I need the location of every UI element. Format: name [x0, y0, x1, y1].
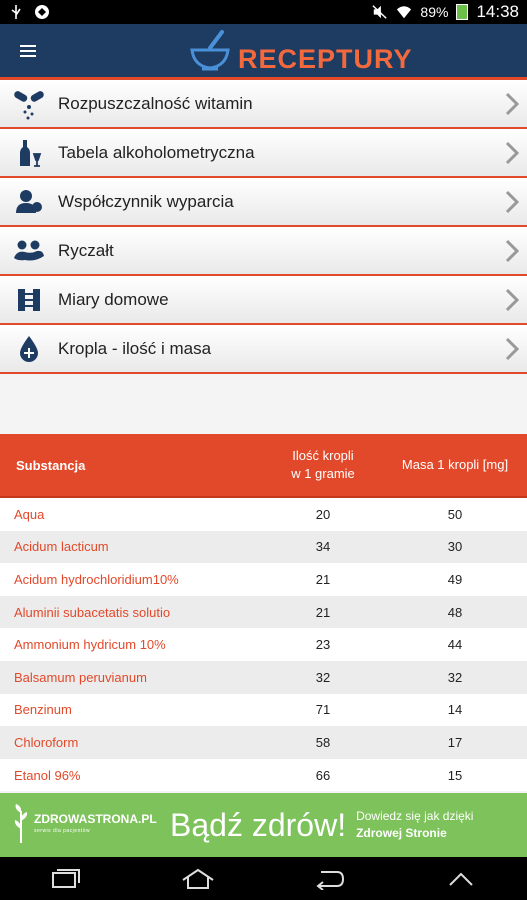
ad-logo: [0, 803, 160, 848]
cell-drops: 32: [315, 669, 331, 685]
cell-substance: Etanol 96%: [14, 767, 81, 783]
recent-apps-button[interactable]: [36, 857, 96, 900]
drop-icon: [0, 334, 58, 364]
app-logo: [188, 28, 413, 77]
table-row: [0, 596, 527, 629]
cell-mass: 14: [447, 702, 463, 718]
menu-item-lump-sum[interactable]: [0, 227, 527, 276]
chevron-right-icon: [505, 190, 519, 219]
column-header-drops: [263, 447, 383, 483]
cell-substance: Balsamum peruvianum: [14, 669, 147, 685]
mortar-icon: [188, 28, 232, 77]
cell-mass: 15: [447, 767, 463, 783]
table-row: [0, 628, 527, 661]
chevron-right-icon: [505, 239, 519, 268]
people-icon: [0, 236, 58, 266]
chevron-right-icon: [505, 92, 519, 121]
status-bar: [0, 0, 527, 24]
android-icon: [34, 5, 50, 19]
table-row: [0, 694, 527, 727]
menu-item-drop-quantity-mass[interactable]: [0, 325, 527, 374]
cell-drops: 21: [315, 571, 331, 587]
spacer: [0, 374, 527, 434]
cell-mass: 32: [447, 669, 463, 685]
menu-item-vitamin-solubility[interactable]: [0, 80, 527, 129]
cell-drops: 58: [315, 734, 331, 750]
column-header-drops-line2: w 1 gramie: [291, 466, 355, 481]
ad-side-text: [356, 808, 473, 842]
app-bar: [0, 24, 527, 80]
cell-mass: 44: [447, 637, 463, 653]
recent-apps-icon: [51, 868, 81, 890]
home-button[interactable]: [168, 857, 228, 900]
table-row: [0, 531, 527, 564]
chevron-right-icon: [505, 337, 519, 366]
menu-item-label: Współczynnik wyparcia: [58, 191, 234, 211]
back-button[interactable]: [299, 857, 359, 900]
app-title: RECEPTURY: [238, 44, 413, 74]
cell-substance: Ammonium hydricum 10%: [14, 637, 166, 653]
cell-drops: 23: [315, 637, 331, 653]
cell-substance: Aluminii subacetatis solutio: [14, 604, 171, 620]
cell-substance: Chloroform: [14, 734, 79, 750]
ad-headline: Bądź zdrów!: [170, 806, 347, 843]
cell-drops: 66: [315, 767, 331, 783]
menu-item-label: Ryczałt: [58, 240, 114, 260]
cell-drops: 21: [315, 604, 331, 620]
bottle-icon: [0, 138, 58, 168]
cell-substance: Benzinum: [14, 702, 72, 718]
pills-icon: [0, 87, 58, 121]
ad-brand-sub: serwis dla pacjentów: [34, 828, 91, 834]
table-header: [0, 434, 527, 498]
cell-drops: 71: [315, 702, 331, 718]
cell-mass: 50: [447, 506, 463, 522]
clock: 14:38: [476, 2, 519, 21]
usb-icon: [8, 5, 24, 19]
cell-mass: 48: [447, 604, 463, 620]
person-icon: [0, 187, 58, 217]
menu-item-alcohol-table[interactable]: [0, 129, 527, 178]
menu-button[interactable]: [0, 23, 56, 79]
cell-drops: 34: [315, 539, 331, 555]
ad-side-line1: Dowiedz się jak dzięki: [356, 809, 474, 823]
column-header-drops-line1: Ilość kropli: [292, 448, 354, 463]
menu-item-label: Miary domowe: [58, 289, 169, 309]
ad-banner[interactable]: [0, 793, 527, 857]
battery-icon: [456, 4, 468, 20]
table-row: [0, 726, 527, 759]
ad-brand: [34, 813, 157, 837]
cell-mass: 17: [447, 734, 463, 750]
menu-item-household-measures[interactable]: [0, 276, 527, 325]
table-row: [0, 759, 527, 792]
menu-list: [0, 80, 527, 374]
back-icon: [313, 868, 345, 890]
mute-icon: [372, 5, 388, 19]
menu-item-label: Rozpuszczalność witamin: [58, 93, 253, 113]
wifi-icon: [396, 5, 412, 19]
cell-mass: 30: [447, 539, 463, 555]
table-body: [0, 498, 527, 791]
battery-percent: 89%: [420, 4, 449, 20]
ad-side-line2: Zdrowej Stronie: [356, 826, 447, 840]
table-row: [0, 661, 527, 694]
measure-icon: [0, 286, 58, 314]
cell-substance: Acidum lacticum: [14, 539, 109, 555]
menu-item-displacement-factor[interactable]: [0, 178, 527, 227]
leaf-icon: [12, 803, 30, 848]
column-header-mass: Masa 1 kropli [mg]: [401, 457, 509, 472]
ad-brand-name: ZDROWASTRONA.PL: [34, 812, 157, 826]
chevron-up-icon: [448, 871, 474, 887]
cell-substance: Acidum hydrochloridium10%: [14, 571, 179, 587]
cell-drops: 20: [315, 506, 331, 522]
chevron-right-icon: [505, 141, 519, 170]
table-row: [0, 563, 527, 596]
menu-item-label: Tabela alkoholometryczna: [58, 142, 255, 162]
home-icon: [181, 868, 215, 890]
cell-mass: 49: [447, 571, 463, 587]
column-header-substance: Substancja: [16, 457, 86, 473]
cell-substance: Aqua: [14, 506, 45, 522]
table-row: [0, 498, 527, 531]
menu-item-label: Kropla - ilość i masa: [58, 338, 212, 358]
system-nav-bar: [0, 857, 527, 900]
chevron-right-icon: [505, 288, 519, 317]
menu-up-button[interactable]: [431, 857, 491, 900]
hamburger-icon: [20, 42, 36, 60]
